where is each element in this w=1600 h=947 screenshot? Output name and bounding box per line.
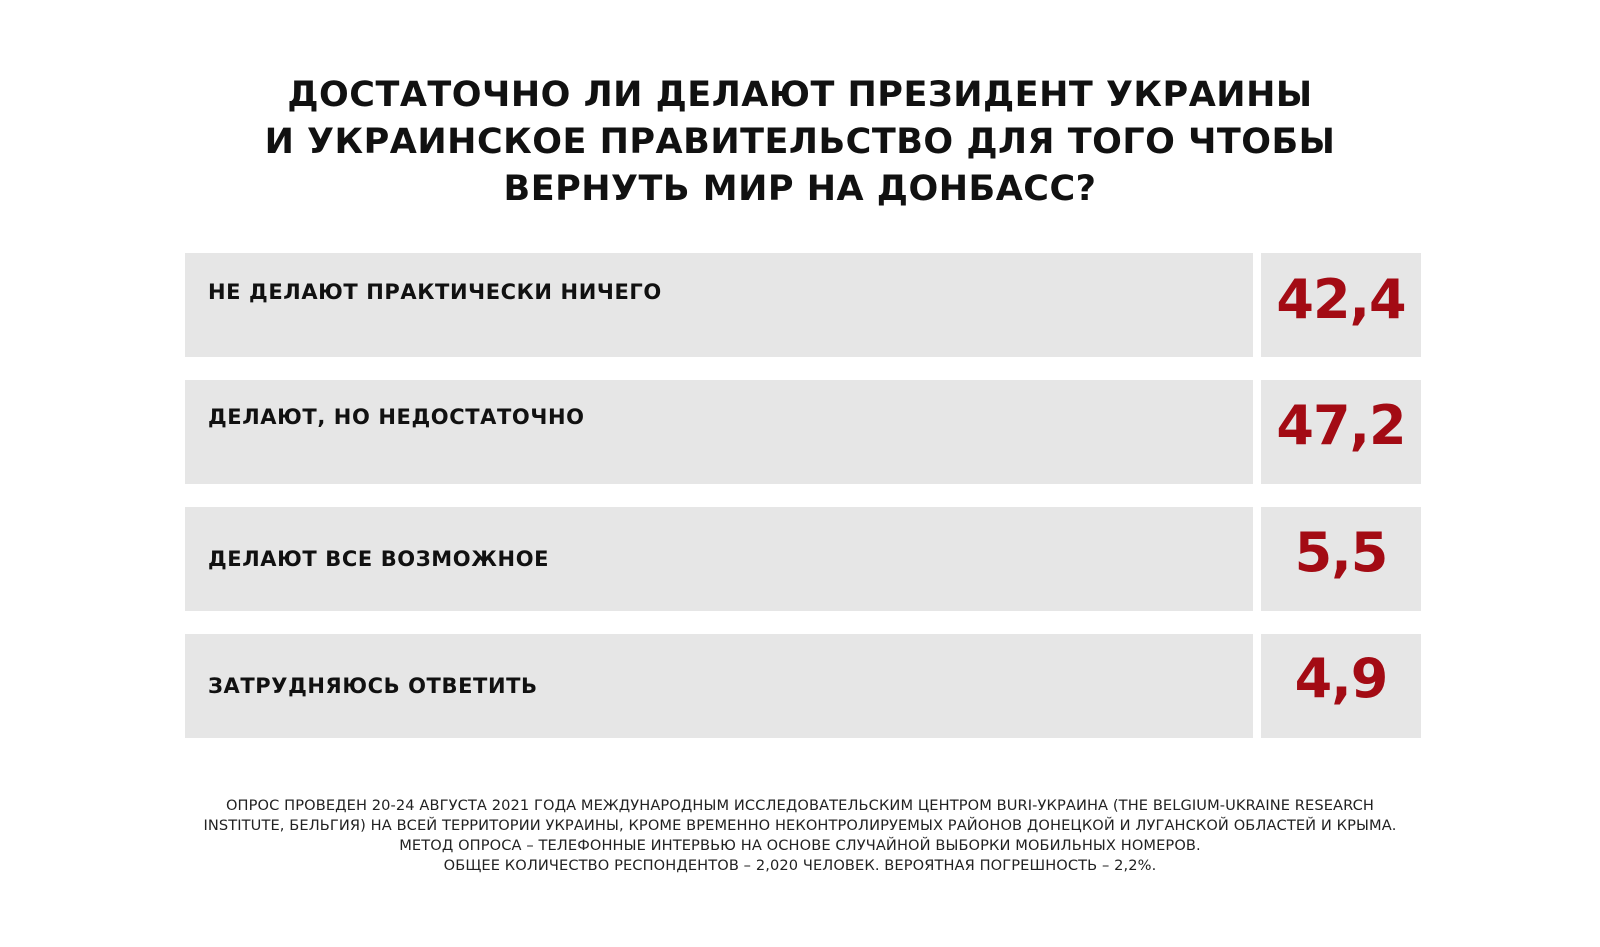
answer-label-cell — [185, 507, 1253, 611]
answer-label-cell — [185, 253, 1253, 357]
answer-label: ЗАТРУДНЯЮСЬ ОТВЕТИТЬ — [208, 674, 538, 698]
chart-title-line: ДОСТАТОЧНО ЛИ ДЕЛАЮТ ПРЕЗИДЕНТ УКРАИНЫ — [287, 75, 1313, 115]
answer-label: ДЕЛАЮТ, НО НЕДОСТАТОЧНО — [208, 405, 585, 429]
footnote-line: МЕТОД ОПРОСА – ТЕЛЕФОННЫЕ ИНТЕРВЬЮ НА ОСНОВЕ СЛУЧАЙНОЙ ВЫБОРКИ МОБИЛЬНЫХ НОМЕРОВ. — [399, 837, 1201, 854]
footnote-line: ОБЩЕЕ КОЛИЧЕСТВО РЕСПОНДЕНТОВ – 2,020 ЧЕЛОВЕК. ВЕРОЯТНАЯ ПОГРЕШНОСТЬ – 2,2%. — [443, 857, 1157, 874]
footnote-line: ОПРОС ПРОВЕДЕН 20-24 АВГУСТА 2021 ГОДА МЕЖДУНАРОДНЫМ ИССЛЕДОВАТЕЛЬСКИМ ЦЕНТРОМ BURI-УКРАИНА (THE BELGIUM-UKRAINE RESEARCH — [225, 797, 1375, 814]
answer-row — [185, 507, 1415, 611]
answer-label: НЕ ДЕЛАЮТ ПРАКТИЧЕСКИ НИЧЕГО — [208, 280, 662, 304]
answer-value: 4,9 — [1294, 647, 1388, 710]
answer-value-cell — [1261, 380, 1421, 484]
chart-title-line: И УКРАИНСКОЕ ПРАВИТЕЛЬСТВО ДЛЯ ТОГО ЧТОБЫ — [264, 122, 1336, 162]
answer-value-cell — [1261, 507, 1421, 611]
answer-value: 47,2 — [1276, 394, 1406, 457]
answer-row — [185, 380, 1415, 484]
answer-row — [185, 253, 1415, 357]
survey-footnote — [60, 796, 1540, 876]
answer-value: 42,4 — [1276, 268, 1406, 331]
answers-table — [185, 253, 1415, 761]
answer-label-cell — [185, 634, 1253, 738]
footnote-line: INSTITUTE, БЕЛЬГИЯ) НА ВСЕЙ ТЕРРИТОРИИ УКРАИНЫ, КРОМЕ ВРЕМЕННО НЕКОНТРОЛИРУЕМЫХ РАЙОНОВ ДОНЕЦКОЙ И ЛУГАНСКОЙ ОБЛАСТЕЙ И КРЫМА. — [203, 817, 1397, 834]
answer-label-cell — [185, 380, 1253, 484]
chart-title-line: ВЕРНУТЬ МИР НА ДОНБАСС? — [503, 169, 1097, 209]
answer-value-cell — [1261, 253, 1421, 357]
answer-value-cell — [1261, 634, 1421, 738]
answer-row — [185, 634, 1415, 738]
answer-label: ДЕЛАЮТ ВСЕ ВОЗМОЖНОЕ — [208, 547, 550, 571]
chart-title — [0, 72, 1600, 213]
answer-value: 5,5 — [1294, 521, 1388, 584]
